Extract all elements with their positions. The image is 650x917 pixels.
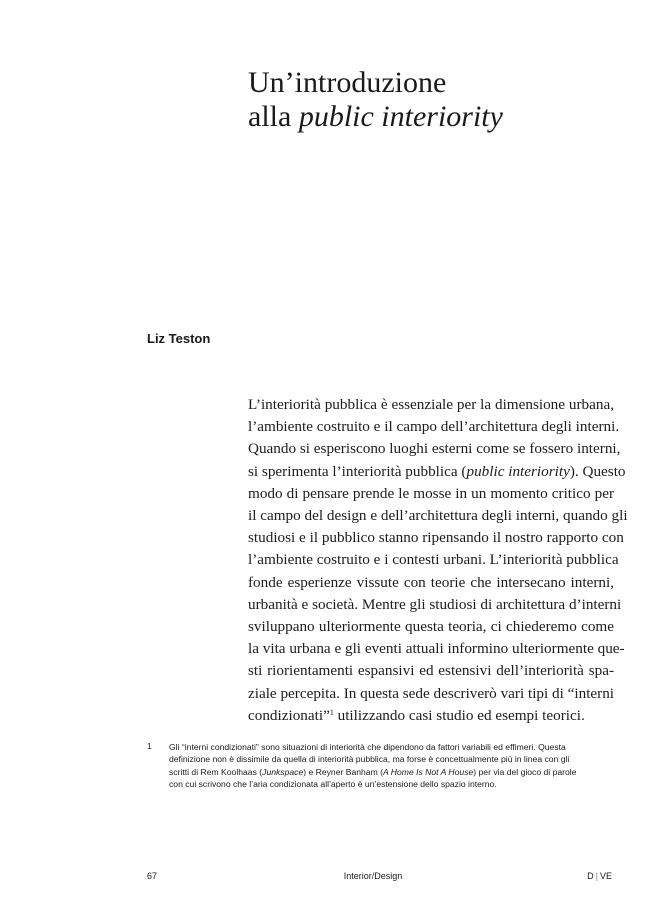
article-title (248, 66, 503, 134)
body-line: studiosi e il pubblico stanno ripensando il nostro rapporto con (248, 529, 624, 547)
footnote-italic-title: A Home Is Not A House (383, 766, 474, 777)
body-line-segment: si sperimenta l’interiorità pubblica ( (248, 462, 467, 480)
footnote-italic-title: Junkspace (262, 766, 304, 777)
journal-mark-separator: | (595, 871, 598, 881)
footnote (169, 741, 607, 791)
footnote-segment: ) per via del gioco di parole (473, 766, 577, 777)
footnote-line: Gli “interni condizionati” sono situazioni di interiorità che dipendono da fattori variabili ed effimeri. Questa (169, 742, 566, 752)
body-paragraph (248, 394, 628, 727)
title-line-2-plain: alla (248, 100, 299, 133)
body-line: ziale percepita. In questa sede descriverò vari tipi di “interni (248, 684, 615, 702)
journal-mark (587, 871, 612, 881)
page-number: 67 (147, 871, 158, 881)
footnote-segment: ) e Reyner Banham ( (303, 766, 383, 777)
author-name: Liz Teston (147, 331, 211, 346)
body-line: l’ambiente costruito e il campo dell’architettura degli interni. (248, 418, 620, 436)
footnote-line (169, 766, 607, 778)
footnote-number: 1 (147, 741, 152, 751)
body-line: sviluppano ulteriormente questa teoria, ci chiederemo come (248, 618, 614, 636)
page-footer (0, 871, 650, 885)
footnote-line: definizione non è dissimile da quella di interiorità pubblica, ma forse è concettualmente più in linea con gli (169, 754, 570, 765)
body-line (248, 705, 614, 727)
running-head: Interior/Design (343, 871, 403, 881)
body-line: modo di pensare prende le mosse in un momento critico per (248, 484, 614, 502)
footnote-line: con cui scrivono che l’aria condizionata all’aperto è un’estensione dello spazio interno. (169, 779, 497, 790)
body-italic-term: public interiority (466, 462, 570, 480)
body-line: Quando si esperiscono luoghi esterni come se fossero interni, (248, 440, 621, 458)
body-line: la vita urbana e gli eventi attuali informino ulteriormente que- (248, 640, 625, 658)
body-line: l’ambiente costruito e i contesti urbani. L’interiorità pubblica (248, 551, 619, 569)
journal-mark-d: D (587, 871, 594, 881)
title-line-2 (248, 100, 503, 134)
body-line: L’interiorità pubblica è essenziale per la dimensione urbana, (248, 396, 614, 413)
title-line-2-italic: public interiority (298, 100, 503, 133)
body-line-segment: utilizzando casi studio ed esempi teorici. (333, 706, 585, 724)
footnote-reference[interactable]: 1 (329, 707, 334, 717)
body-line: fonde esperienze vissute con teorie che intersecano interni, (248, 573, 614, 591)
body-line-segment: condizionati” (248, 706, 330, 724)
body-line-segment: ). Questo (569, 462, 626, 480)
journal-mark-ve: VE (599, 871, 612, 881)
body-line: urbanità e società. Mentre gli studiosi di architettura d’interni (248, 595, 622, 613)
body-line: il campo del design e dell’architettura degli interni, quando gli (248, 507, 628, 525)
body-line (248, 461, 626, 483)
body-line: sti riorientamenti espansivi ed estensivi dell’interiorità spa- (248, 662, 614, 680)
footnote-segment: scritti di Rem Koolhaas ( (169, 766, 263, 777)
title-line-1: Un’introduzione (248, 66, 447, 99)
